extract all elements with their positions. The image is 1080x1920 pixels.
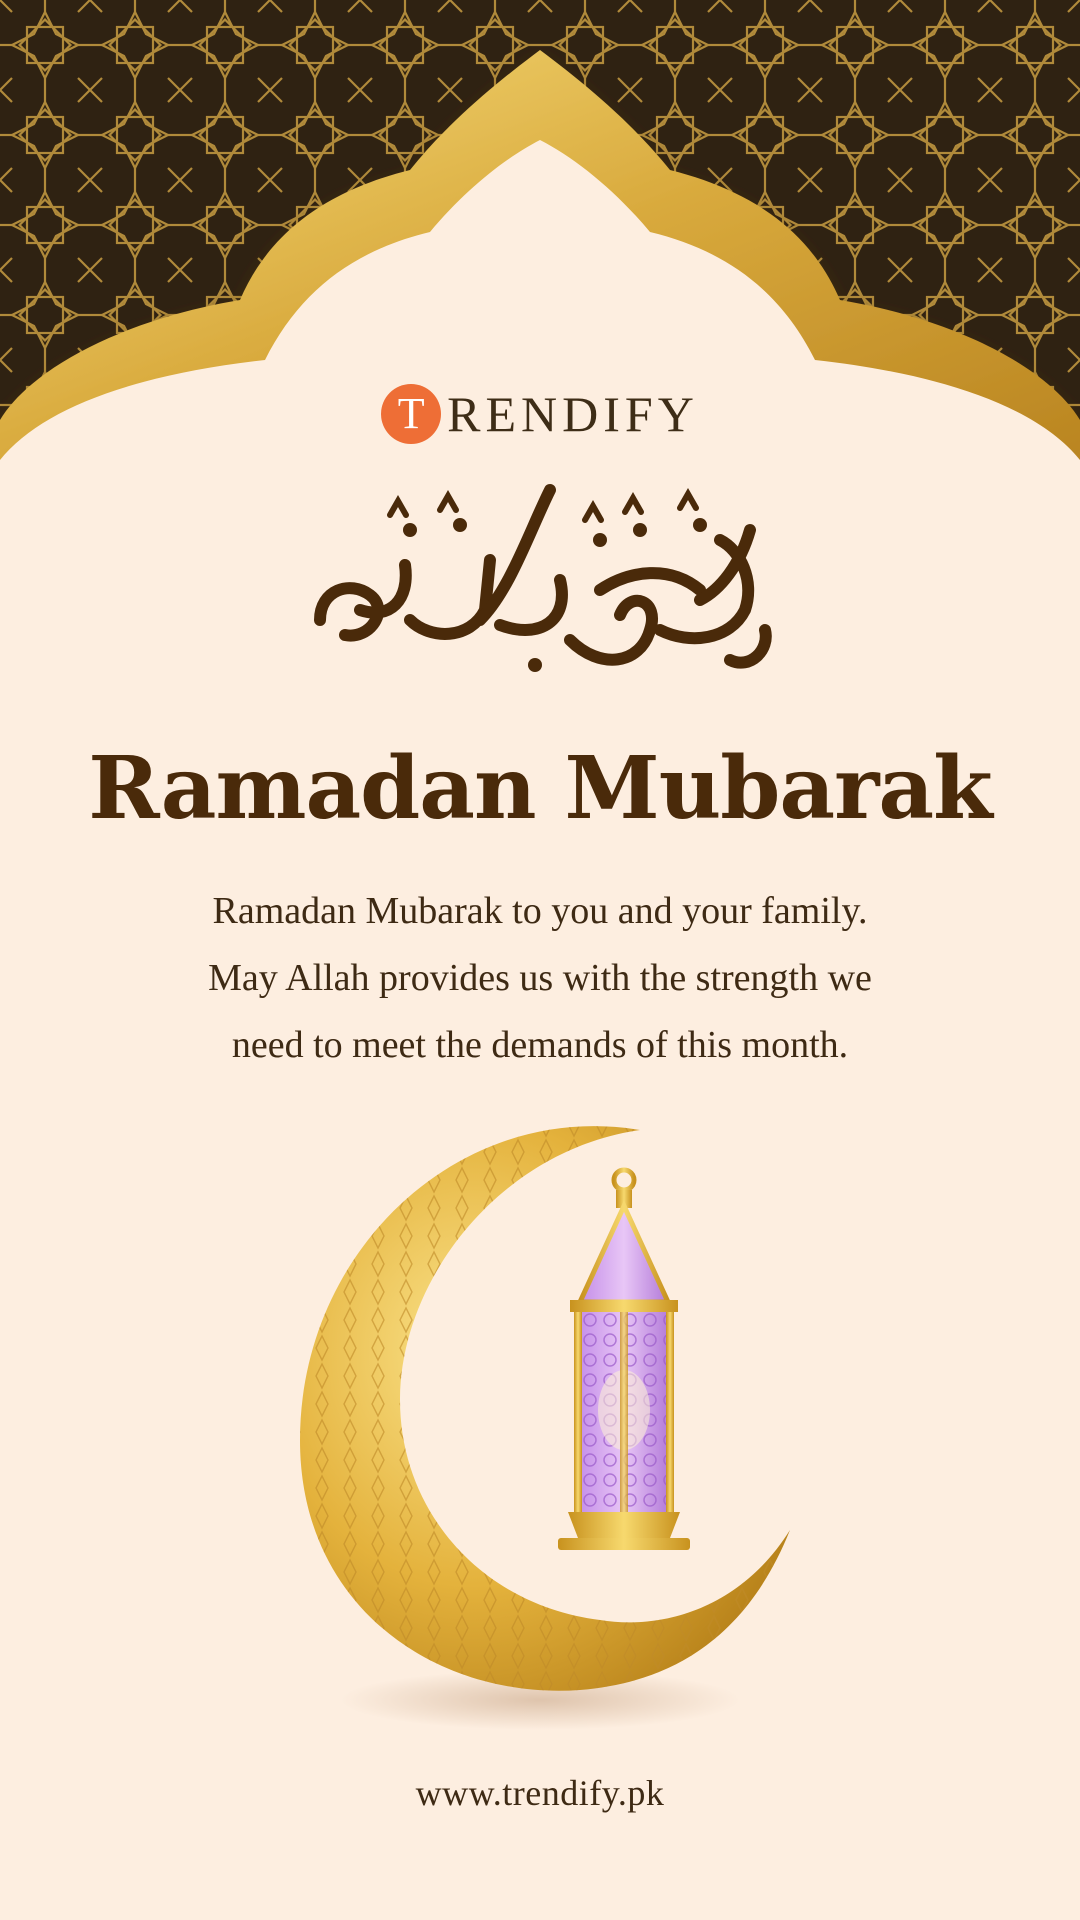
crescent-moon-icon bbox=[300, 1126, 790, 1691]
crescent-lantern-illustration bbox=[280, 1110, 800, 1750]
message-line-1: Ramadan Mubarak to you and your family. bbox=[212, 890, 868, 932]
greeting-message bbox=[90, 878, 990, 1079]
logo-wordmark: RENDIFY bbox=[447, 386, 699, 442]
website-url[interactable]: www.trendify.pk bbox=[415, 1773, 665, 1813]
brand-logo bbox=[0, 384, 1080, 444]
lantern-icon bbox=[558, 1170, 690, 1550]
ramadan-kareem-calligraphy-icon bbox=[300, 470, 780, 690]
headline-ramadan-mubarak: Ramadan Mubarak bbox=[88, 738, 992, 839]
logo-initial-badge: T bbox=[381, 384, 441, 444]
message-line-2: May Allah provides us with the strength we bbox=[208, 957, 872, 999]
message-line-3: need to meet the demands of this month. bbox=[231, 1024, 849, 1066]
